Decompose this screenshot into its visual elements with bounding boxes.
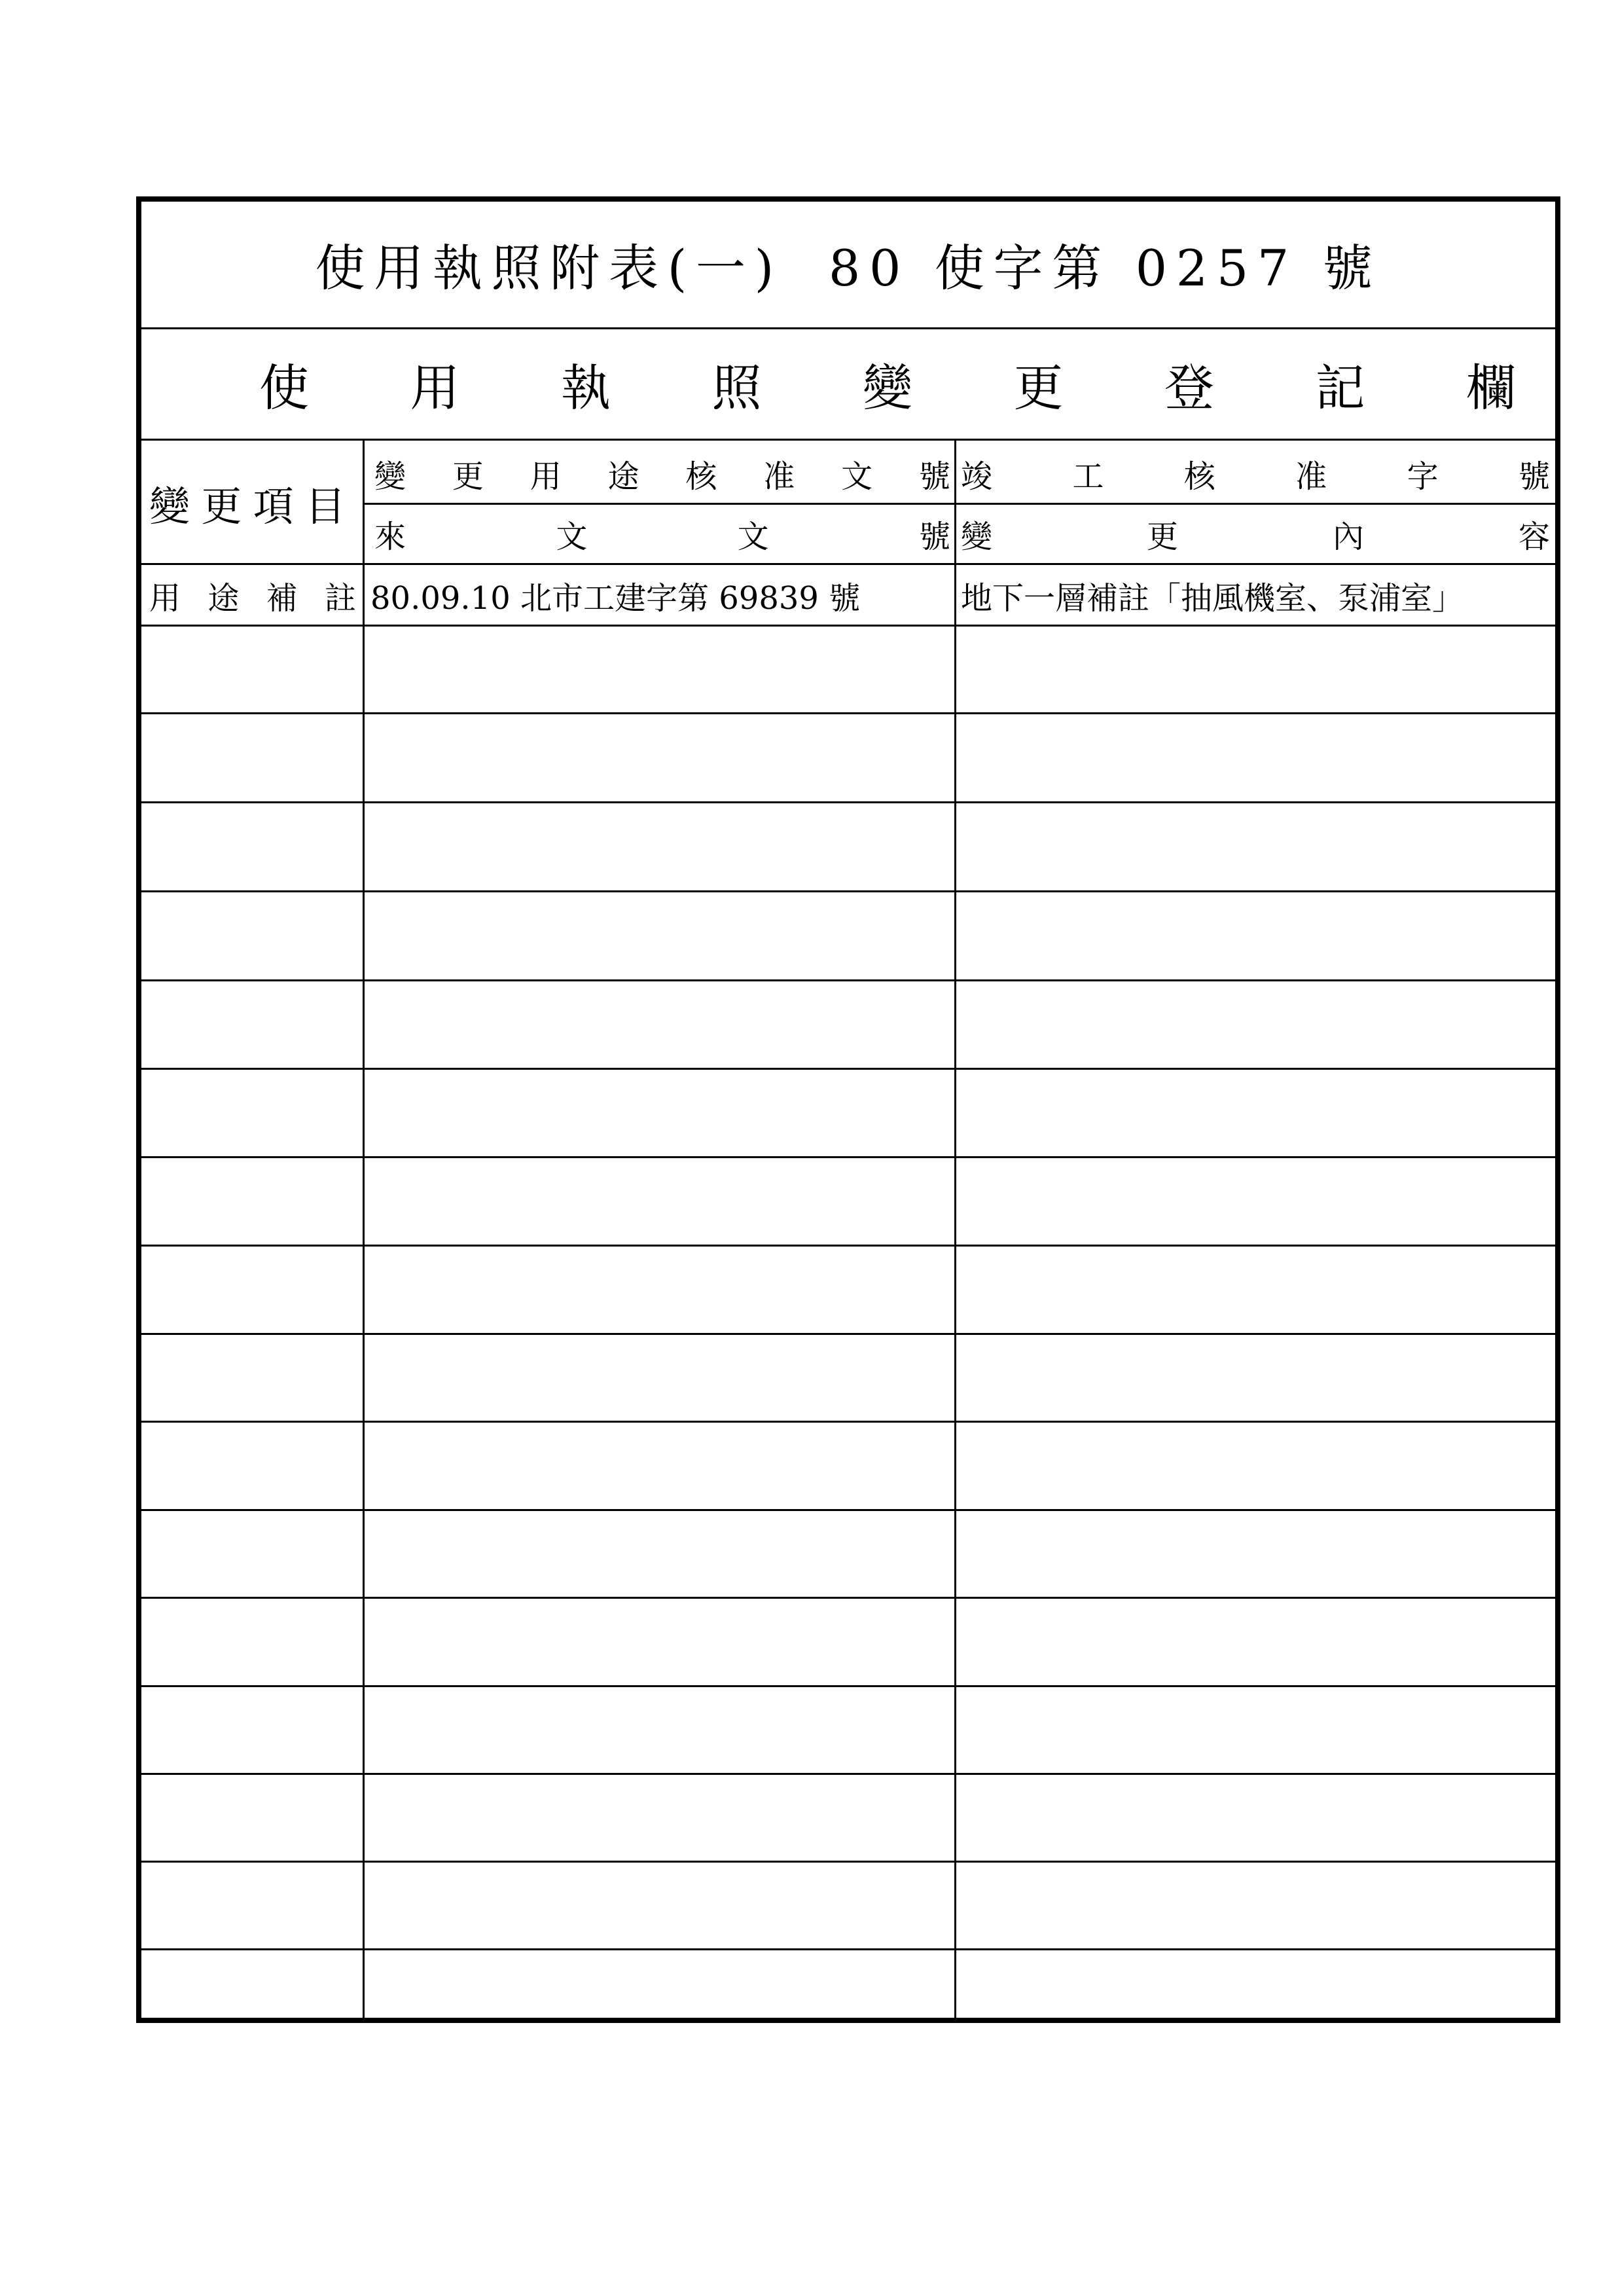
row-item-char: 補	[266, 579, 298, 617]
row-item-char: 註	[324, 579, 356, 617]
header-char: 工	[1072, 458, 1104, 495]
divider	[141, 1509, 1555, 1511]
header-char: 號	[1518, 458, 1550, 495]
header-char: 變	[374, 458, 406, 495]
divider	[141, 1773, 1555, 1775]
header-char: 更	[201, 482, 242, 530]
row-item	[149, 566, 356, 625]
header-char: 更	[1146, 518, 1178, 555]
header-char: 變	[961, 518, 993, 555]
divider	[141, 1685, 1555, 1687]
divider	[141, 1861, 1555, 1863]
divider	[141, 327, 1555, 329]
section-char: 照	[711, 358, 762, 417]
divider	[141, 1068, 1555, 1070]
header-char: 核	[685, 458, 717, 495]
row-doc-number: 80.09.10 北市工建字第 69839 號	[370, 579, 861, 617]
row-item-char: 用	[149, 579, 181, 617]
form-title	[141, 202, 1555, 326]
row-item-char: 途	[207, 579, 240, 617]
header-char: 更	[452, 458, 484, 495]
header-char: 准	[763, 458, 795, 495]
header-char: 號	[918, 518, 950, 555]
row-change-content: 地下一層補註「抽風機室、泵浦室」	[961, 579, 1464, 617]
header-char: 號	[918, 458, 950, 495]
permit-number: 80 使字第 0257 號	[828, 238, 1382, 297]
header-char: 內	[1332, 518, 1364, 555]
section-char: 登	[1164, 358, 1214, 417]
header-completion	[961, 444, 1550, 503]
header-incoming-doc	[374, 504, 950, 563]
divider	[141, 625, 1555, 627]
header-char: 文	[737, 518, 769, 555]
divider	[141, 439, 1555, 441]
column-divider	[363, 439, 365, 2018]
divider	[141, 1333, 1555, 1335]
header-char: 字	[1407, 458, 1439, 495]
usage-permit-form	[136, 196, 1560, 2023]
divider	[141, 1245, 1555, 1247]
divider	[141, 801, 1555, 803]
header-char: 來	[374, 518, 406, 555]
header-char: 用	[530, 458, 562, 495]
header-char: 途	[607, 458, 639, 495]
header-char: 准	[1295, 458, 1327, 495]
form-title-text: 使用執照附表(一)	[315, 238, 783, 297]
header-approval-doc	[374, 444, 950, 503]
header-char: 文	[841, 458, 873, 495]
section-char: 欄	[1466, 358, 1516, 417]
section-char: 執	[561, 358, 611, 417]
header-char: 項	[253, 482, 294, 530]
divider	[141, 979, 1555, 981]
divider	[141, 1597, 1555, 1599]
section-char: 更	[1013, 358, 1064, 417]
header-change-content	[961, 504, 1550, 563]
section-char: 用	[410, 358, 460, 417]
header-char: 核	[1183, 458, 1215, 495]
divider	[141, 563, 1555, 565]
divider	[141, 1421, 1555, 1423]
header-char: 文	[556, 518, 588, 555]
divider	[141, 1948, 1555, 1950]
section-title	[259, 331, 1516, 436]
divider	[364, 503, 1555, 505]
section-char: 使	[259, 358, 309, 417]
header-change-item	[149, 443, 346, 563]
divider	[141, 1156, 1555, 1158]
header-char: 目	[304, 482, 346, 530]
section-char: 記	[1315, 358, 1365, 417]
section-char: 變	[863, 358, 912, 417]
header-char: 容	[1518, 518, 1550, 555]
header-char: 竣	[961, 458, 993, 495]
header-char: 變	[149, 482, 190, 530]
divider	[141, 890, 1555, 892]
column-divider	[954, 439, 956, 2018]
divider	[141, 712, 1555, 714]
